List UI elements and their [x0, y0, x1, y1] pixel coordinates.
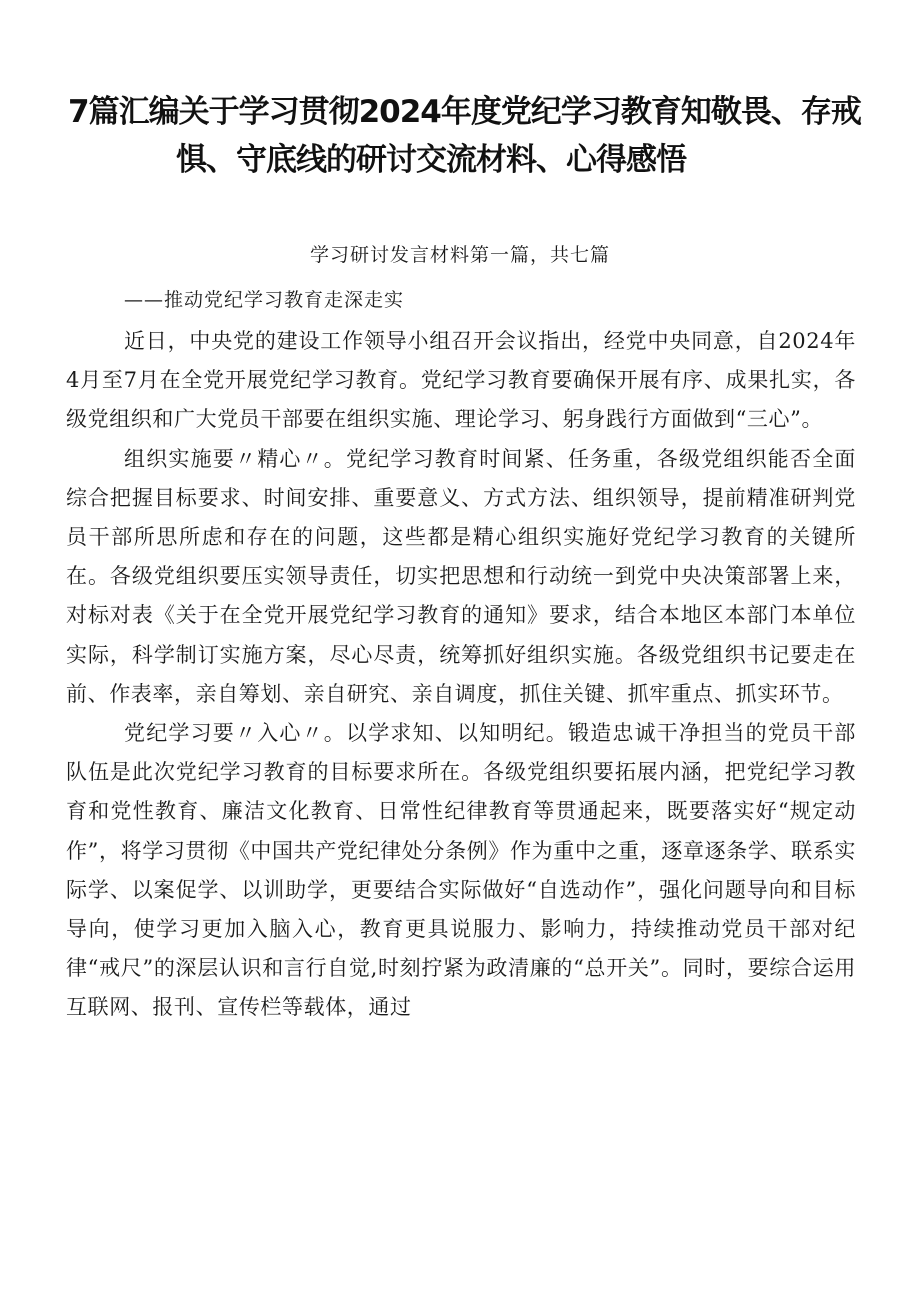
document-body	[66, 322, 856, 1028]
paragraph-2: 组织实施要〃精心〃。党纪学习教育时间紧、任务重，各级党组织能否全面综合把握目标要求、时间安排、重要意义、方式方法、组织领导，提前精准研判党员干部所思所虑和存在的问题，这些都是精心组织实施好党纪学习教育的关键所在。各级党组织要压实领导责任，切实把思想和行动统一到党中央决策部署上来，对标对表《关于在全党开展党纪学习教育的通知》要求，结合本地区本部门本单位实际，科学制订实施方案，尽心尽责，统筹抓好组织实施。各级党组织书记要走在前、作表率，亲自筹划、亲自研究、亲自调度，抓住关键、抓牢重点、抓实环节。	[66, 446, 856, 706]
document-title	[68, 88, 868, 184]
paragraph-1: 近日，中央党的建设工作领导小组召开会议指出，经党中央同意，自2024年4月至7月在全党开展党纪学习教育。党纪学习教育要确保开展有序、成果扎实，各级党组织和广大党员干部要在组织实施、理论学习、躬身践行方面做到“三心”。	[66, 329, 856, 432]
document-title-line-2: 惧、守底线的研讨交流材料、心得感悟	[176, 142, 686, 178]
document-title-line-1: 7篇汇编关于学习贯彻2024年度党纪学习教育知敬畏、存戒	[68, 94, 861, 130]
section-subheading: ——推动党纪学习教育走深走实	[124, 289, 405, 311]
paragraph-3: 党纪学习要〃入心〃。以学求知、以知明纪。锻造忠诚干净担当的党员干部队伍是此次党纪学习教育的目标要求所在。各级党组织要拓展内涵，把党纪学习教育和党性教育、廉洁文化教育、日常性纪律教育等贯通起来，既要落实好“规定动作”，将学习贯彻《中国共产党纪律处分条例》作为重中之重，逐章逐条学、联系实际学、以案促学、以训助学，更要结合实际做好“自选动作”，强化问题导向和目标导向，使学习更加入脑入心，教育更具说服力、影响力，持续推动党员干部对纪律“戒尺”的深层认识和言行自觉,时刻拧紧为政清廉的“总开关”。同时，要综合运用互联网、报刊、宣传栏等载体，通过	[66, 721, 856, 1020]
section-subtitle: 学习研讨发言材料第一篇，共七篇	[309, 244, 610, 266]
